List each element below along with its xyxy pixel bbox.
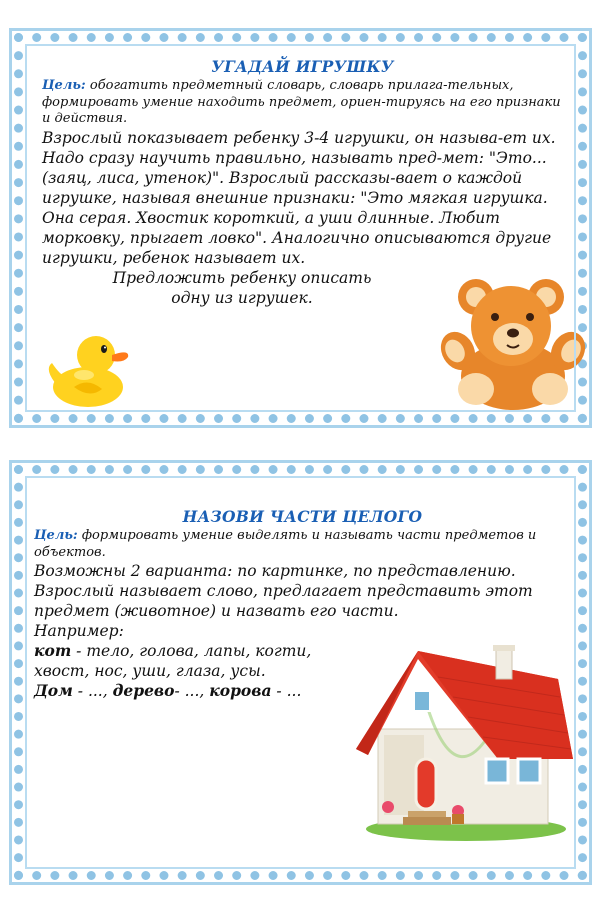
goal-text: формировать умение выделять и называть части предметов и объектов. bbox=[34, 528, 537, 560]
goal-label: Цель: bbox=[34, 528, 78, 543]
card-name-parts bbox=[9, 460, 592, 885]
body-paragraph: Возможны 2 варианта: по картинке, по представлению. Взрослый называет слово, предлагает представить этот предмет (животное) и назвать его части. bbox=[34, 562, 533, 620]
word-tree: дерево bbox=[112, 681, 175, 700]
body-paragraph: Взрослый показывает ребенку 3-4 игрушки, он называ-ет их. Надо сразу научить правильно, называть пред-мет: "Это... (заяц, лиса, утенок)". Взрослый рассказы-вает о каждой игрушке, называя внешние признаки: "Это мягкая игрушка. Она серая. Хвостик короткий, а уши длинные. Любит морковку, прыгает ловко". Аналогично описываются другие игрушки, ребенок называет их. bbox=[42, 128, 556, 267]
teddy-bear-icon bbox=[438, 271, 588, 411]
example-label: Например: bbox=[34, 622, 124, 640]
word-cow: корова bbox=[209, 681, 272, 700]
tree-rest: - ..., bbox=[174, 682, 210, 700]
house-rest: - ..., bbox=[72, 682, 113, 700]
closing-line-1: Предложить ребенку описать bbox=[112, 268, 372, 287]
card-title: НАЗОВИ ЧАСТИ ЦЕЛОГО bbox=[182, 507, 423, 526]
cow-rest: - ... bbox=[271, 682, 302, 700]
goal-text: обогатить предметный словарь, словарь прилага-тельных, формировать умение находить предмет, ориен-тируясь на его признаки и действия. bbox=[42, 78, 561, 126]
word-cat: кот bbox=[34, 641, 72, 660]
card-title: УГАДАЙ ИГРУШКУ bbox=[211, 57, 394, 76]
duckling-icon bbox=[44, 329, 136, 411]
closing-line-2: одну из игрушек. bbox=[171, 288, 313, 307]
goal-paragraph bbox=[34, 528, 563, 561]
card-guess-toy bbox=[9, 28, 592, 428]
goal-label: Цель: bbox=[42, 78, 86, 93]
house-icon bbox=[348, 639, 573, 849]
goal-paragraph bbox=[42, 78, 563, 128]
card-content bbox=[42, 57, 563, 308]
cat-parts: - тело, голова, лапы, когти, хвост, нос, уши, глаза, усы. bbox=[34, 642, 312, 680]
word-house: Дом bbox=[34, 681, 73, 700]
cat-example bbox=[34, 641, 344, 681]
